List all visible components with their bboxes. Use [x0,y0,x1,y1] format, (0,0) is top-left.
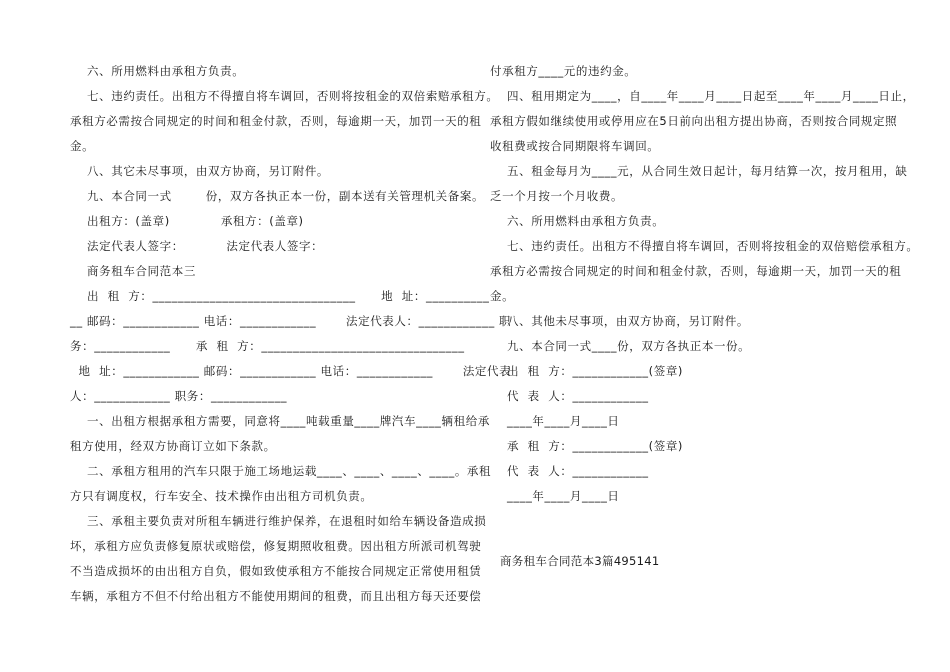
text-line: 九、本合同一式____份，双方各执正本一份。 [490,339,751,353]
text-line: 不当造成损坏的由出租方自负，假如致使承租方不能按合同规定正常使用租赁 [70,564,482,578]
text-line: 人：____________ 职务：____________ [70,389,288,403]
text-line: 金。 [70,139,95,153]
text-line: 出租方：(盖章) 承租方：(盖章) [70,214,304,228]
document-footer-title: 商务租车合同范本3篇495141 [500,554,660,568]
text-line: 付承租方____元的违约金。 [490,64,637,78]
text-line: 承租方假如继续使用或停用应在5日前向出租方提出协商，否则按合同规定照 [490,114,898,128]
text-line: 承租方必需按合同规定的时间和租金付款，否则，每逾期一天，加罚一天的租 [70,114,482,128]
text-line: __ 邮码：____________ 电话：____________ 法定代表人：____________ 职 [70,314,512,328]
signature-field: 代 表 人：____________ [490,464,649,478]
text-line: 七、违约责任。出租方不得擅自将车调回，否则将按租金的双倍索赔承租方。 [70,89,499,103]
text-line: 八、其它未尽事项，由双方协商，另订附件。 [70,164,330,178]
text-line: 一、出租方根据承租方需要，同意将____吨载重量____牌汽车____辆租给承 [70,414,490,428]
text-line: 四、租用期定为____，自____年____月____日起至____年____月____日止， [490,89,915,103]
text-line: 六、所用燃料由承租方负责。 [70,64,245,78]
date-field: ____年____月____日 [490,489,620,503]
text-line: 出 租 方：________________________________ 地 址：__________ [70,289,490,303]
text-line: 九、本合同一式 份，双方各执正本一份，副本送有关管理机关备案。 [70,189,485,203]
signature-field: 出 租 方：____________(签章) [490,364,684,378]
text-line: 七、违约责任。出租方不得擅自将车调回，否则将按租金的双倍赔偿承租方。 [490,239,919,253]
text-line: 乏一个月按一个月收费。 [490,189,624,203]
text-line: 二、承租方租用的汽车只限于施工场地运载____、____、____、____。承租 [70,464,492,478]
text-line: 三、承租主要负责对所租车辆进行维护保养，在退租时如给车辆设备造成损 [70,514,487,528]
signature-field: 承 租 方：____________(签章) [490,439,684,453]
text-line: 坏，承租方应负责修复原状或赔偿，修复期照收租费。因出租方所派司机驾驶 [70,539,482,553]
text-line: 地 址：____________ 邮码：____________ 电话：____________ 法定代表 [70,364,512,378]
text-line: 方只有调度权，行车安全、技术操作由出租方司机负责。 [70,489,373,503]
text-line: 法定代表人签字： 法定代表人签字： [70,239,324,253]
date-field: ____年____月____日 [490,414,620,428]
text-line: 承租方必需按合同规定的时间和租金付款，否则，每逾期一天，加罚一天的租 [490,264,902,278]
text-line: 金。 [490,289,515,303]
signature-field: 代 表 人：____________ [490,389,649,403]
text-line: 租方使用，经双方协商订立如下条款。 [70,439,276,453]
text-line: 八、其他未尽事项，由双方协商，另订附件。 [490,314,750,328]
text-line: 车辆，承租方不但不付给出租方不能使用期间的租费，而且出租方每天还要偿 [70,589,482,603]
text-line: 收租费或按合同期限将车调回。 [490,139,660,153]
text-line: 五、租金每月为____元，从合同生效日起计，每月结算一次，按月租用，缺 [490,164,908,178]
text-line: 六、所用燃料由承租方负责。 [490,214,665,228]
section-title: 商务租车合同范本三 [70,264,196,278]
text-line: 务：____________ 承 租 方：________________________________ [70,339,465,353]
